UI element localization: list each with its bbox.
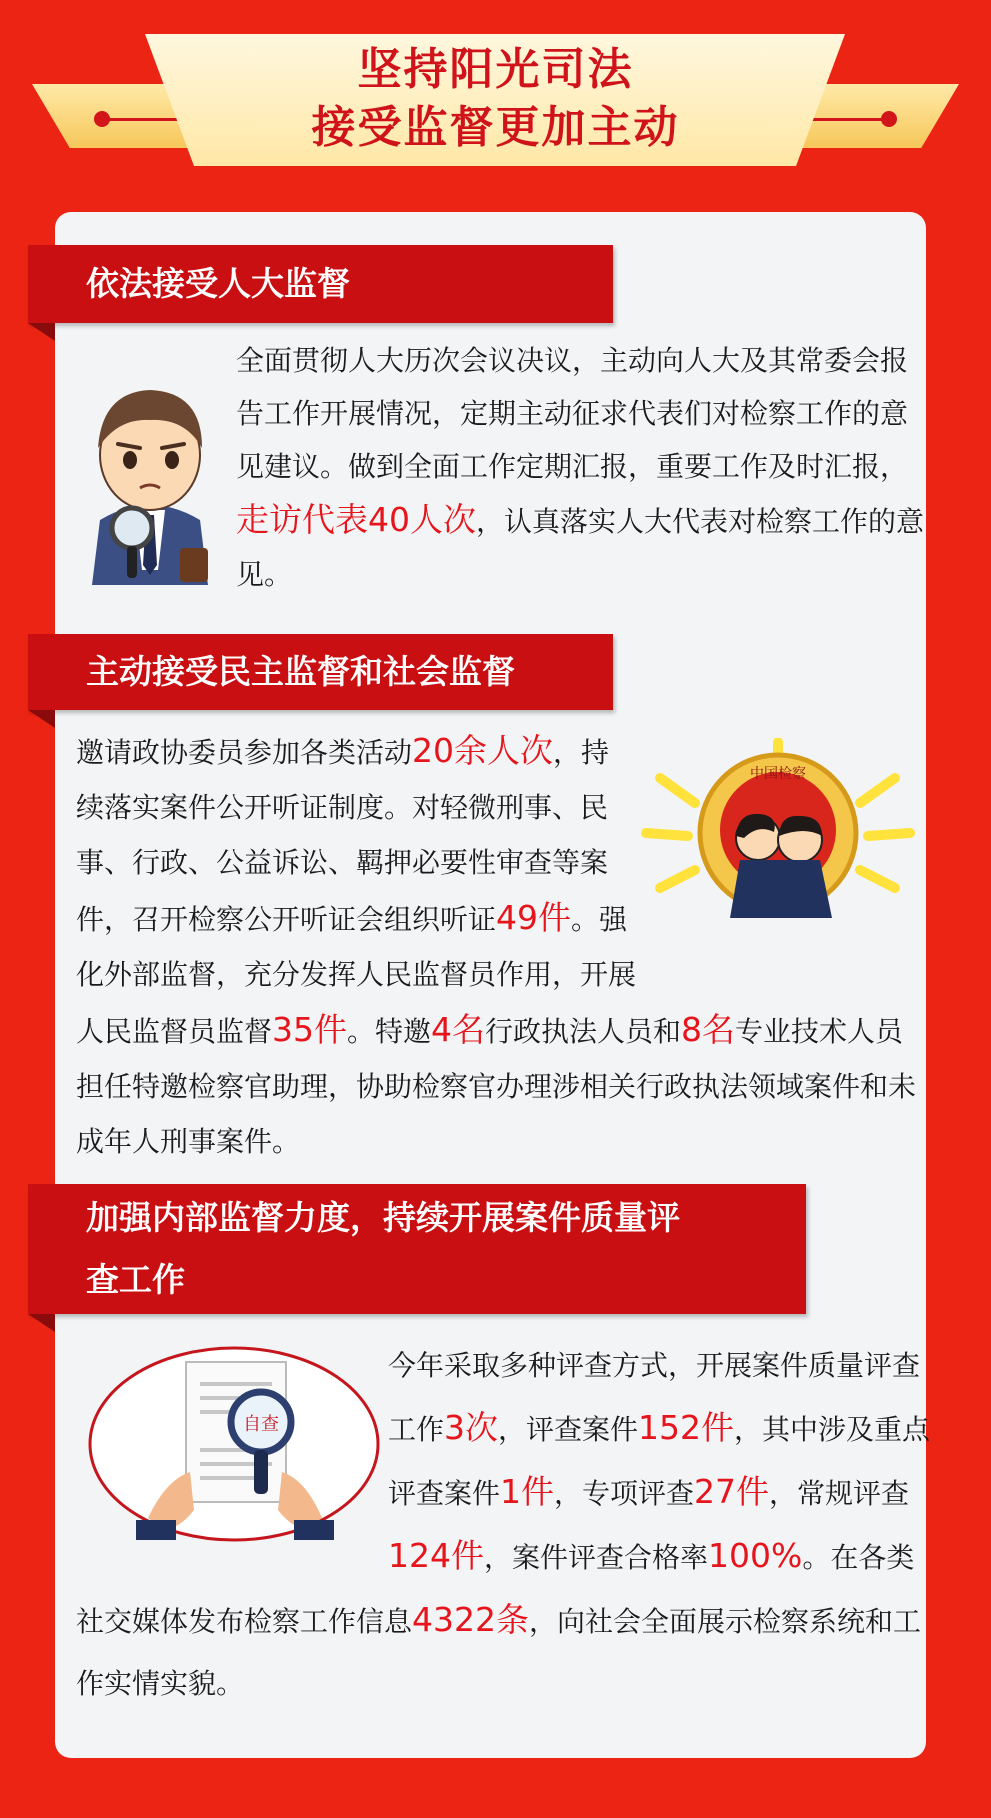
section-3-title-line2: 查工作: [86, 1260, 185, 1299]
section-3-paragraph: [76, 1335, 942, 1715]
text-run: 专业技术人员担任特邀检察官助理，协助检察官办理涉相关行政执法领域案件和未成年人刑事案件。: [76, 1015, 917, 1158]
section-2-paragraph: [76, 723, 926, 1169]
magnifier-handle: [127, 546, 137, 578]
investigator-illustration: [80, 370, 220, 590]
section-1-header-fold: [28, 323, 55, 341]
text-run: ，持续落实案件公开听证制度。对轻微刑事、民事、行政、公益诉讼、羁押必要性审查等案件，召开检察公开听证会组织听证: [76, 736, 610, 936]
section-1-header: [28, 245, 613, 323]
section-2-header-fold: [28, 710, 55, 728]
illustration-space: [636, 723, 926, 953]
text-run: ，评查案件: [498, 1413, 639, 1446]
right-eye: [165, 451, 179, 469]
highlight-figure: 4322条: [412, 1600, 529, 1639]
text-run: 全面贯彻人大历次会议决议，主动向人大及其常委会报告工作开展情况，定期主动征求代表们对检察工作的意见建议。做到全面工作定期汇报，重要工作及时汇报，: [236, 344, 909, 483]
highlight-figure: 124件: [388, 1536, 484, 1575]
highlight-figure: 35件: [272, 1010, 348, 1049]
highlight-figure: 3次: [444, 1408, 499, 1447]
highlight-figure: 49件: [496, 898, 572, 937]
banner-title-line1: 坚持阳光司法: [357, 44, 634, 95]
text-run: ，向社会全面展示检察系统和工作实情实貌。: [76, 1605, 922, 1700]
section-3-title-line1: 加强内部监督力度，持续开展案件质量评: [86, 1198, 680, 1237]
highlight-figure: 走访代表40人次: [236, 500, 476, 539]
text-run: 行政执法人员和: [485, 1015, 682, 1048]
wallet-icon: [180, 548, 208, 582]
text-run: 。在各类社交媒体发布检察工作信息: [76, 1541, 915, 1638]
text-run: 。强化外部监督，充分发挥人民监督员作用，开展人民监督员监督: [76, 903, 637, 1048]
section-2-header: [28, 634, 613, 710]
text-run: ，专项评查: [554, 1477, 695, 1510]
text-run: 邀请政协委员参加各类活动: [76, 736, 413, 769]
section-3-header-fold: [28, 1314, 55, 1332]
highlight-figure: 8名: [681, 1010, 736, 1049]
text-run: ，认真落实人大代表对检察工作的意见。: [236, 505, 925, 591]
text-run: ，案件评查合格率: [484, 1541, 709, 1574]
illustration-space: [76, 1335, 388, 1585]
section-1-paragraph: [236, 334, 924, 601]
section-3-header: [28, 1184, 806, 1314]
text-run: 今年采取多种评查方式，开展案件质量评查工作: [388, 1349, 921, 1446]
banner-title-line2: 接受监督更加主动: [311, 102, 680, 153]
stamp-text: 自查: [243, 1414, 279, 1435]
section-2-title: 主动接受民主监督和社会监督: [86, 652, 515, 691]
text-run: 。特邀: [347, 1015, 432, 1048]
highlight-figure: 1件: [500, 1472, 555, 1511]
section-1-title: 依法接受人大监督: [86, 264, 350, 303]
highlight-figure: 27件: [694, 1472, 770, 1511]
text-run: ，其中涉及重点评查案件: [388, 1413, 931, 1510]
text-run: ，常规评查: [769, 1477, 910, 1510]
highlight-figure: 100%: [708, 1536, 803, 1575]
highlight-figure: 152件: [638, 1408, 735, 1447]
emblem-text: 中国检察: [750, 766, 806, 782]
highlight-figure: 4名: [431, 1010, 486, 1049]
highlight-figure: 20余人次: [412, 731, 554, 770]
magnifier-icon: [112, 508, 152, 548]
left-eye: [123, 451, 137, 469]
